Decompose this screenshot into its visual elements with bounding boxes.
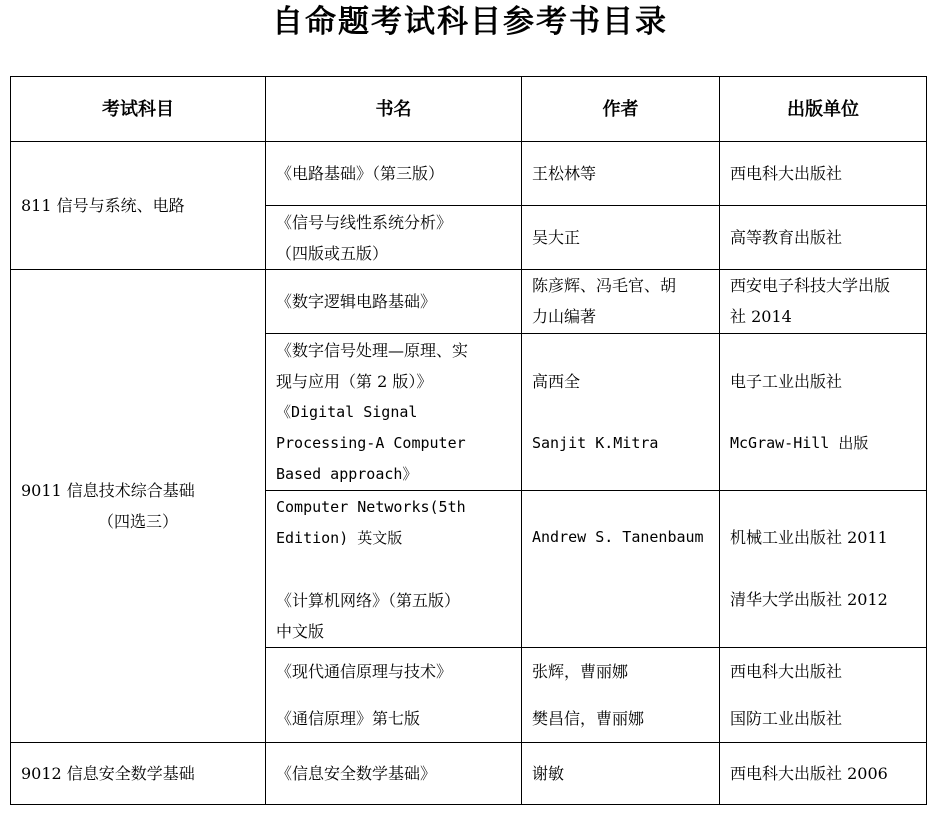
book-title-cont: 中文版 [276,621,325,641]
author-cell [522,491,720,648]
author-name: 王松林等 [532,164,597,183]
book-cell [266,206,522,270]
header-publisher: 出版单位 [720,77,927,142]
book-title-cont: 现与应用（第 2 版）》 [276,371,433,391]
book-cell [266,270,522,334]
book-title: 《数字信号处理—原理、实 [276,340,469,360]
publisher-name: 西电科大出版社 [730,164,843,183]
book-title-english-cont: Edition) 英文版 [276,528,403,547]
publisher-name: 电子工业出版社 [730,371,843,391]
book-title: 《计算机网络》（第五版） [276,590,461,610]
book-title: 《现代通信原理与技术》 [276,662,453,681]
publisher-cell [720,206,927,270]
publisher-name: 西电科大出版社 [730,662,843,681]
author-name: 高西全 [532,371,581,391]
book-title: 《信号与线性系统分析》 [276,212,453,232]
author-name-cont: 力山编著 [532,307,597,326]
subject-name: 9012 信息安全数学基础 [21,764,195,783]
publisher-name: 国防工业出版社 [730,709,843,728]
book-cell [266,142,522,206]
author-cell [522,270,720,334]
author-cell [522,743,720,805]
book-title-english-cont: Processing-A Computer [276,433,466,452]
publisher-name: 机械工业出版社 2011 [730,528,888,547]
publisher-name: 西电科大出版社 2006 [730,764,888,783]
table-row [11,270,927,334]
table-row [11,743,927,805]
subject-cell [11,270,266,743]
reference-books-table [10,76,927,805]
table-row [11,142,927,206]
header-book-title: 书名 [266,77,522,142]
publisher-name: 清华大学出版社 2012 [730,590,888,609]
author-name: 陈彦辉、冯毛官、胡 [532,276,677,295]
publisher-cell [720,743,927,805]
publisher-cell [720,491,927,648]
author-cell [522,334,720,491]
author-name: 吴大正 [532,228,581,247]
page-title: 自命题考试科目参考书目录 [272,4,668,40]
book-edition: （四版或五版） [276,243,389,263]
author-cell [522,648,720,743]
publisher-name: 西安电子科技大学出版 [730,276,891,295]
book-title-english: 《Digital Signal [276,402,418,421]
book-title: 《电路基础》（第三版） [276,164,445,183]
book-title: 《数字逻辑电路基础》 [276,292,437,311]
book-title-english: Computer Networks(5th [276,497,466,516]
book-cell [266,334,522,491]
publisher-name-english: McGraw-Hill 出版 [730,433,869,452]
header-author: 作者 [522,77,720,142]
subject-name: 9011 信息技术综合基础 [21,481,195,500]
author-name: 张辉，曹丽娜 [532,662,629,681]
publisher-name: 高等教育出版社 [730,228,843,247]
author-cell [522,206,720,270]
author-cell [522,142,720,206]
book-cell [266,491,522,648]
publisher-cell [720,334,927,491]
author-name: 谢敏 [532,764,565,783]
header-subject: 考试科目 [11,77,266,142]
book-title: 《信息安全数学基础》 [276,764,437,783]
publisher-cell [720,648,927,743]
publisher-cell [720,270,927,334]
subject-cell [11,142,266,270]
table-header-row [11,77,927,142]
author-name: 樊昌信，曹丽娜 [532,709,645,728]
publisher-name-cont: 社 2014 [730,307,792,326]
book-title-english-cont: Based approach》 [276,464,418,483]
author-name-english: Sanjit K.Mitra [532,433,659,452]
book-cell [266,648,522,743]
publisher-cell [720,142,927,206]
subject-name: 811 信号与系统、电路 [21,196,185,215]
author-name: Andrew S. Tanenbaum [532,528,704,546]
subject-cell [11,743,266,805]
subject-note: （四选三） [97,512,178,531]
book-cell [266,743,522,805]
book-title: 《通信原理》第七版 [276,709,421,728]
